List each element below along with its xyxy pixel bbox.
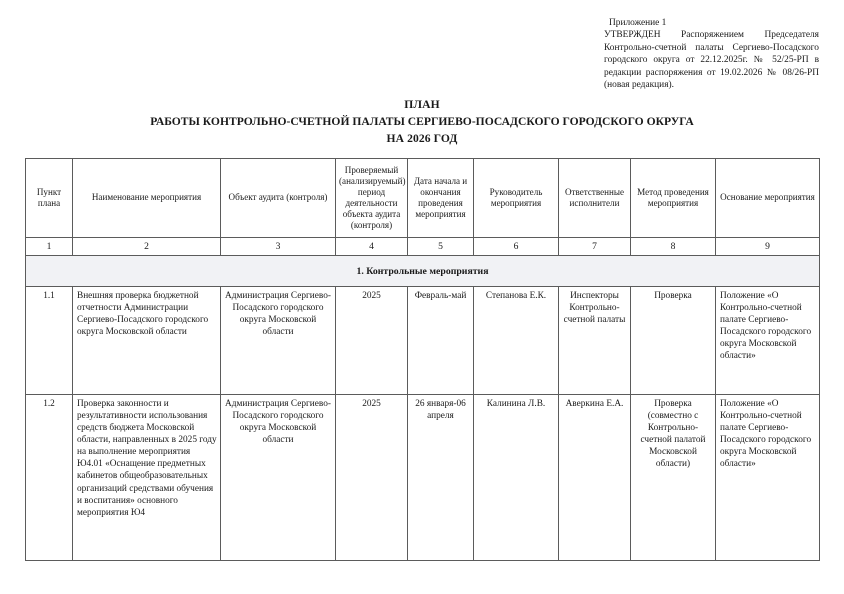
column-number-1: 1 xyxy=(26,238,73,256)
column-number-2: 2 xyxy=(73,238,221,256)
cell-daty: 26 января-06 апреля xyxy=(408,395,474,561)
header-cell-naimenovanie: Наименование мероприятия xyxy=(73,159,221,238)
cell-ispolniteli: Инспекторы Контрольно-счетной палаты xyxy=(559,287,631,395)
appendix-label: Приложение 1 xyxy=(609,18,667,28)
section-heading-control-measures: 1. Контрольные мероприятия xyxy=(26,256,820,287)
approval-text: УТВЕРЖДЕН Распоряжением Председателя Контрольно-счетной палаты Сергиево-Посадского городского округа от 22.12.2025г. № 52/25-РП в редакции распоряжения от 19.02.2026 № 08/26-РП (новая редакция). xyxy=(604,30,819,91)
title-line-2: РАБОТЫ КОНТРОЛЬНО-СЧЕТНОЙ ПАЛАТЫ СЕРГИЕВО-ПОСАДСКОГО ГОРОДСКОГО ОКРУГА xyxy=(150,115,694,129)
cell-metod: Проверка (совместно с Контрольно-счетной палатой Московской области) xyxy=(631,395,716,561)
cell-daty: Февраль-май xyxy=(408,287,474,395)
cell-obekt-audita: Администрация Сергиево-Посадского городского округа Московской области xyxy=(221,287,336,395)
cell-period: 2025 xyxy=(336,395,408,561)
header-cell-punkt-plana: Пункт плана xyxy=(26,159,73,238)
section-heading-row xyxy=(26,256,820,287)
cell-osnovanie: Положение «О Контрольно-счетной палате Сергиево-Посадского городского округа Московской области» xyxy=(716,287,820,395)
column-number-4: 4 xyxy=(336,238,408,256)
header-cell-metod: Метод проведения мероприятия xyxy=(631,159,716,238)
column-number-6: 6 xyxy=(474,238,559,256)
cell-naimenovanie: Проверка законности и результативности использования средств бюджета Московской области, направленных в 2025 году на выполнение мероприятия Ю4.01 «Оснащение предметных кабинетов общеобразовательных организаций средствами обучения и воспитания» основного мероприятия Ю4 xyxy=(73,395,221,561)
header-cell-ispolniteli: Ответственные исполнители xyxy=(559,159,631,238)
cell-obekt-audita: Администрация Сергиево-Посадского городского округа Московской области xyxy=(221,395,336,561)
column-number-5: 5 xyxy=(408,238,474,256)
header-cell-osnovanie: Основание мероприятия xyxy=(716,159,820,238)
cell-naimenovanie: Внешняя проверка бюджетной отчетности Администрации Сергиево-Посадского городского округа Московской области xyxy=(73,287,221,395)
page-title xyxy=(0,96,844,147)
table-column-number-row xyxy=(26,238,820,256)
cell-punkt-plana: 1.1 xyxy=(26,287,73,395)
table-row xyxy=(26,395,820,561)
title-line-3: НА 2026 ГОД xyxy=(386,132,458,146)
cell-metod: Проверка xyxy=(631,287,716,395)
cell-osnovanie: Положение «О Контрольно-счетной палате Сергиево-Посадского городского округа Московской области» xyxy=(716,395,820,561)
table-header-row xyxy=(26,159,820,238)
cell-rukovoditel: Степанова Е.К. xyxy=(474,287,559,395)
header-cell-obekt-audita: Объект аудита (контроля) xyxy=(221,159,336,238)
title-line-1: ПЛАН xyxy=(404,98,440,111)
plan-table xyxy=(25,158,820,561)
column-number-3: 3 xyxy=(221,238,336,256)
column-number-8: 8 xyxy=(631,238,716,256)
cell-ispolniteli: Аверкина Е.А. xyxy=(559,395,631,561)
column-number-9: 9 xyxy=(716,238,820,256)
cell-period: 2025 xyxy=(336,287,408,395)
header-cell-rukovoditel: Руководитель мероприятия xyxy=(474,159,559,238)
header-cell-period: Проверяемый (анализируемый) период деятельности объекта аудита (контроля) xyxy=(336,159,408,238)
column-number-7: 7 xyxy=(559,238,631,256)
header-cell-daty: Дата начала и окончания проведения мероприятия xyxy=(408,159,474,238)
cell-punkt-plana: 1.2 xyxy=(26,395,73,561)
approval-block xyxy=(604,17,819,91)
table-row xyxy=(26,287,820,395)
cell-rukovoditel: Калинина Л.В. xyxy=(474,395,559,561)
